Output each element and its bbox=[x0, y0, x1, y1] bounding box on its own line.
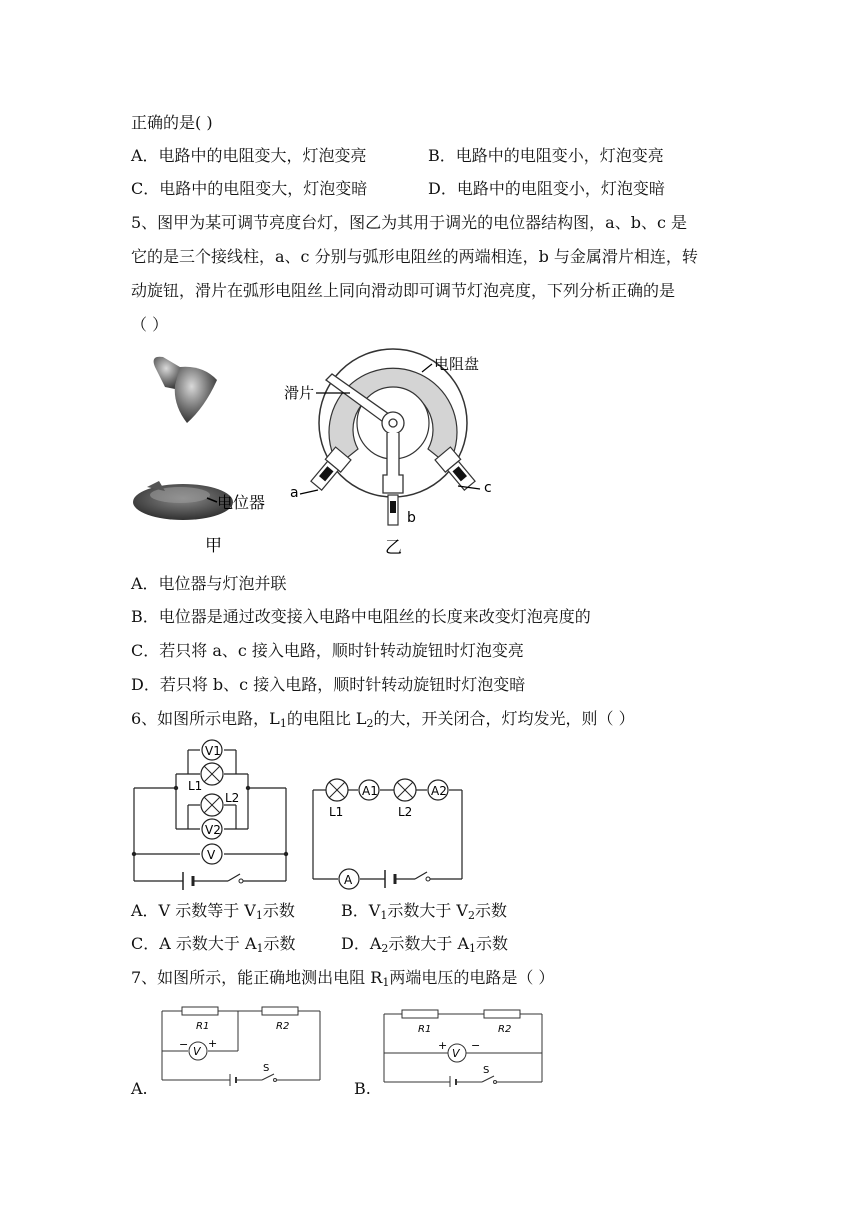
label-slider: 滑片 bbox=[284, 384, 315, 402]
v-label: V bbox=[452, 1047, 460, 1060]
q6-stem-part: 6、如图所示电路，L bbox=[131, 709, 280, 728]
q4-option-c: C．电路中的电阻变大，灯泡变暗 bbox=[131, 179, 368, 198]
q5-option-b: B．电位器是通过改变接入电路中电阻丝的长度来改变灯泡亮度的 bbox=[131, 607, 591, 626]
q6-option-d-sub: 2 bbox=[381, 942, 389, 955]
q6-stem-sub: 1 bbox=[279, 717, 287, 730]
r1-label: R1 bbox=[418, 1024, 432, 1035]
caption-yi: 乙 bbox=[385, 538, 402, 558]
lamp-l2-icon bbox=[394, 779, 416, 801]
q7-circuit-b bbox=[380, 1005, 548, 1087]
plus-label: + bbox=[438, 1039, 448, 1052]
q7-stem bbox=[131, 967, 554, 989]
q7-stem-part: 7、如图所示，能正确地测出电阻 R bbox=[131, 968, 383, 987]
q6-option-b-sub: 2 bbox=[467, 909, 475, 922]
q6-stem bbox=[131, 708, 635, 730]
ammeter-a1-icon bbox=[359, 780, 379, 800]
r1-label: R1 bbox=[196, 1021, 210, 1032]
q7-stem-sub: 1 bbox=[382, 976, 390, 989]
label-terminal-c: c bbox=[484, 480, 492, 496]
resistor-r2 bbox=[484, 1010, 520, 1018]
v2-label: V2 bbox=[205, 823, 221, 837]
voltmeter-v2-icon bbox=[202, 819, 222, 839]
ammeter-a2-icon bbox=[428, 780, 448, 800]
q6-circuit-left bbox=[128, 738, 293, 890]
caption-jia: 甲 bbox=[205, 536, 222, 556]
q6-option-b-sub: 1 bbox=[380, 909, 388, 922]
a-label: A bbox=[344, 873, 353, 887]
q6-option-d-sub: 1 bbox=[469, 942, 477, 955]
q6-stem-part: 的电阻比 L bbox=[286, 709, 367, 728]
q6-stem-sub: 2 bbox=[366, 717, 374, 730]
label-potentiometer: 电位器 bbox=[217, 493, 266, 512]
q7-option-a-label: A. bbox=[131, 1079, 148, 1098]
l2-label: L2 bbox=[225, 791, 240, 805]
q5-stem-line2: 它的是三个接线柱，a、c 分别与弧形电阻丝的两端相连，b 与金属滑片相连，转 bbox=[131, 247, 698, 266]
q6-option-c-part: 示数 bbox=[263, 934, 296, 953]
ammeter-a-icon bbox=[339, 869, 359, 889]
q6-option-b bbox=[341, 900, 507, 922]
l1-label: L1 bbox=[329, 805, 344, 819]
q4-stem-tail: 正确的是( ) bbox=[131, 113, 213, 132]
q6-option-d-part: 示数大于 A bbox=[388, 934, 470, 953]
resistor-r1 bbox=[182, 1007, 218, 1015]
resistor-r1 bbox=[402, 1010, 438, 1018]
label-resistance-disk: 电阻盘 bbox=[434, 355, 480, 373]
resistor-r2 bbox=[262, 1007, 298, 1015]
label-terminal-a: a bbox=[290, 485, 299, 501]
q5-figure-jia bbox=[125, 345, 275, 565]
lamp-l1-icon bbox=[326, 779, 348, 801]
q6-option-a bbox=[131, 900, 295, 922]
a1-label: A1 bbox=[362, 784, 378, 798]
v-label: V bbox=[207, 848, 216, 862]
lamp-l2-icon bbox=[201, 794, 223, 816]
r2-label: R2 bbox=[498, 1024, 512, 1035]
v-label: V bbox=[193, 1045, 201, 1058]
lamp-l1-icon bbox=[201, 763, 223, 785]
q6-option-b-part: 示数 bbox=[474, 901, 507, 920]
q5-stem-line4: （ ） bbox=[131, 315, 169, 334]
minus-label: − bbox=[471, 1039, 481, 1052]
v1-label: V1 bbox=[205, 744, 221, 758]
l1-label: L1 bbox=[188, 779, 203, 793]
q6-option-a-part: A．V 示数等于 V bbox=[131, 901, 256, 920]
q6-option-b-part: 示数大于 V bbox=[387, 901, 468, 920]
q5-figure-yi bbox=[280, 345, 520, 560]
q6-option-b-part: B．V bbox=[341, 901, 381, 920]
q7-circuit-a bbox=[158, 1005, 326, 1087]
q6-option-a-part: 示数 bbox=[262, 901, 295, 920]
q6-option-c-sub: 1 bbox=[256, 942, 264, 955]
q5-option-a: A．电位器与灯泡并联 bbox=[131, 574, 287, 593]
q7-stem-part: 两端电压的电路是（ ） bbox=[389, 968, 555, 987]
plus-label: + bbox=[208, 1037, 218, 1050]
r2-label: R2 bbox=[276, 1021, 290, 1032]
q5-option-c: C．若只将 a、c 接入电路，顺时针转动旋钮时灯泡变亮 bbox=[131, 641, 524, 660]
q5-option-d: D．若只将 b、c 接入电路，顺时针转动旋钮时灯泡变暗 bbox=[131, 675, 526, 694]
q6-circuit-right bbox=[305, 770, 470, 890]
minus-label: − bbox=[179, 1038, 189, 1051]
q6-option-c-part: C．A 示数大于 A bbox=[131, 934, 257, 953]
label-terminal-b: b bbox=[407, 510, 416, 526]
q6-option-a-sub: 1 bbox=[255, 909, 263, 922]
q4-option-a: A．电路中的电阻变大，灯泡变亮 bbox=[131, 146, 367, 165]
voltmeter-v1-icon bbox=[202, 740, 222, 760]
q4-option-d: D．电路中的电阻变小，灯泡变暗 bbox=[428, 179, 665, 198]
q6-option-c bbox=[131, 933, 296, 955]
q5-stem-line3: 动旋钮，滑片在弧形电阻丝上同向滑动即可调节灯泡亮度，下列分析正确的是 bbox=[131, 281, 676, 300]
q6-option-d bbox=[341, 933, 508, 955]
q6-stem-part: 的大，开关闭合，灯均发光，则（ ） bbox=[373, 709, 635, 728]
lamp-head-icon bbox=[154, 357, 217, 423]
q5-stem-line1: 5、图甲为某可调节亮度台灯，图乙为其用于调光的电位器结构图，a、b、c 是 bbox=[131, 213, 688, 232]
q6-option-d-part: D．A bbox=[341, 934, 382, 953]
s-label: S bbox=[263, 1063, 270, 1074]
q6-option-d-part: 示数 bbox=[476, 934, 509, 953]
q7-option-b-label: B. bbox=[354, 1079, 371, 1098]
q4-option-b: B．电路中的电阻变小，灯泡变亮 bbox=[428, 146, 664, 165]
s-label: S bbox=[483, 1065, 490, 1076]
voltmeter-v-icon bbox=[202, 844, 222, 864]
a2-label: A2 bbox=[431, 784, 447, 798]
l2-label: L2 bbox=[398, 805, 413, 819]
